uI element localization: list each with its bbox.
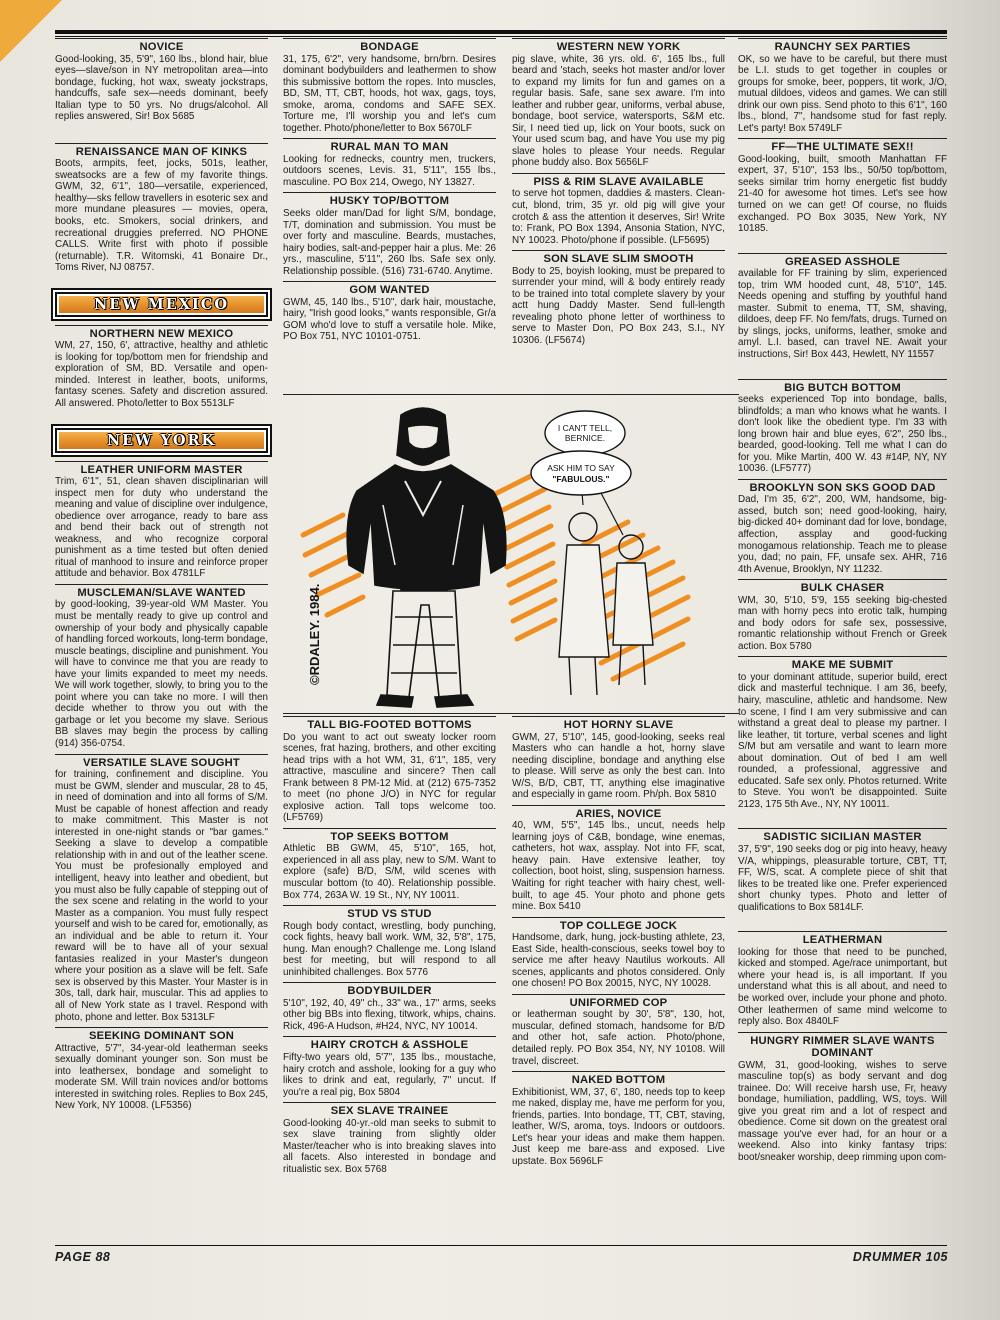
ad-title: HUSKY TOP/BOTTOM	[283, 192, 496, 208]
speech-bubbles	[531, 411, 631, 535]
classified-ad	[512, 1071, 725, 1167]
ad-body: Attractive, 5'7", 34-year-old leatherman seeks sexually dominant younger son. Son must be into leathersex, bondage and somelight to moderate SM. Will train novices and/or bottoms interested in switching roles. Replies to Box 245, New York, NY 10008. (LF5356)	[55, 1042, 268, 1112]
ad-title: TALL BIG-FOOTED BOTTOMS	[283, 716, 496, 732]
column-4	[738, 38, 947, 1168]
ad-title: MAKE ME SUBMIT	[738, 656, 947, 672]
ad-title: SEEKING DOMINANT SON	[55, 1027, 268, 1043]
classified-ad	[738, 38, 947, 134]
classified-ad	[283, 1036, 496, 1098]
state-name: NEW YORK	[106, 431, 217, 449]
ad-title: GOM WANTED	[283, 281, 496, 297]
ad-title: RENAISSANCE MAN OF KINKS	[55, 143, 268, 159]
ad-body: Athletic BB GWM, 45, 5'10", 165, hot, experienced in all ass play, new to S/M. Want to explore (safe) B/D, S/M, wild scenes with muscular bottom (to 40). Relationship possible. Box 774, 263A W. 19 St., NY, NY 10011.	[283, 843, 496, 901]
classified-ad	[283, 716, 496, 824]
ad-title: SADISTIC SICILIAN MASTER	[738, 828, 947, 844]
ad-body: Do you want to act out sweaty locker room scenes, frat hazing, brothers, and other exciting head trips with a hot WM, 31, 6'1", 185, very attractive, masculine and sincere? Then call Frank between 8 PM-12 Mid. at (212) 675-7352 to meet (no phone J/O) in NYC for regular explosive action. Tall tops welcome too. (LF5769)	[283, 731, 496, 824]
bottom-rule	[55, 1245, 947, 1246]
classified-ad	[55, 38, 268, 123]
ad-title: LEATHER UNIFORM MASTER	[55, 461, 268, 477]
column-3-top	[512, 38, 725, 388]
ad-body: Good-looking, built, smooth Manhattan FF expert, 37, 5'10", 153 lbs., 50/50 top/bottom, seeks similar trim horny energetic fist buddy 21-40 for awesome hot times. Let's see how turned on we can get! Of course, no fluids exchanged. PO Box 3035, New York, NY 10185.	[738, 153, 947, 235]
classified-ad	[55, 1027, 268, 1112]
speech-bubble-2	[531, 451, 631, 495]
ad-body: Good-looking 40-yr.-old man seeks to submit to sex slave training from slightly older Master/teacher who is into breaking slaves into all facets. Also interested in bondage and ritualistic sex. Box 5768	[283, 1117, 496, 1175]
classified-ad	[283, 1102, 496, 1175]
ad-title: MUSCLEMAN/SLAVE WANTED	[55, 584, 268, 600]
ad-body: OK, so we have to be careful, but there must be L.I. studs to get together in couples or groups for smoke, beer, poppers, tit work, J/O, mutual dildoes, videos and games. We can still drink our own piss. Send photo to this 6'1", 160 lbs., blond, 7", handsome stud for fast reply. Let's party! Box 5749LF	[738, 53, 947, 134]
classified-ad	[738, 1032, 947, 1164]
classified-ad	[283, 982, 496, 1032]
ad-title: BULK CHASER	[738, 579, 947, 595]
ad-title: BIG BUTCH BOTTOM	[738, 379, 947, 395]
magazine-issue: DRUMMER 105	[852, 1250, 948, 1264]
leatherman-figure	[347, 408, 506, 707]
ad-body: or leatherman sought by 30', 5'8", 130, hot, muscular, defined stomach, handsome for B/D and other hot, safe action. Photo/phone, detailed reply. PO Box 354, NY, NY 10108. Will travel, discreet.	[512, 1009, 725, 1067]
classified-ad	[738, 253, 947, 361]
ad-title: SEX SLAVE TRAINEE	[283, 1102, 496, 1118]
ad-body: for training, confinement and discipline. You must be GWM, slender and muscular, 28 to 45, in need of domination and into all forms of S/M. Must be capable of honest affection and ready to make commitment. This Master is not interested in one-night stands or "bar games." Seeking a slave to develop a compatible relationship with in and out of the leather scene. You must be profesionally employed and intelligent, heavy into leather and obedient, but you must also be fully capable of stepping out of the sex scene and relating in the world to your Master as a companion. You must fully respect yourself and wish to be cared for, emotionally, as an individual and be able to return it. Your reward will be to have all of your sexual fantasies realized in your Master's dungeon where your position as a slave will be felt. Safe sex is observed by this Master. Your Master is in 30s, tall, dark hair, muscular. This ad applies to all of New York state as I travel. Respond with photo, phone and letter. Box 5313LF	[55, 769, 268, 1023]
classified-ad	[738, 828, 947, 913]
ad-title: PISS & RIM SLAVE AVAILABLE	[512, 173, 725, 189]
artist-signature: ©RDALEY. 1984.	[307, 583, 322, 685]
ad-title: UNIFORMED COP	[512, 994, 725, 1010]
ad-body: Good-looking, 35, 5'9", 160 lbs., blond hair, blue eyes—slave/son in NY metropolitan area—into bondage, fucking, hot wax, sweaty jockstraps, handcuffs, safe sex—needs dominant, beefy Italian type to 50 yrs. No drugs/alcohol. All replies answered, Sir! Box 5685	[55, 53, 268, 123]
ad-title: WESTERN NEW YORK	[512, 38, 725, 54]
classified-ad	[738, 931, 947, 1027]
state-name: NEW MEXICO	[94, 295, 229, 313]
classified-ad	[283, 281, 496, 343]
classified-ad	[512, 173, 725, 246]
ad-body: Handsome, dark, hung, jock-busting athlete, 23, East Side, health-conscious, seeks towel boy to service me after heavy Nautilus workouts. All scenes, applicants and photos considered. Only one chosen! PO Box 20015, NYC, NY 10028.	[512, 932, 725, 990]
ad-body: seeks experienced Top into bondage, balls, blindfolds; a man who knows what he wants. I don't look like the obedient type. I'm 33 with long brown hair and blue eyes, 6'2", 250 lbs., bearded, good-looking. Tell me what I can do for you. Mike Martin, 400 W. 43 #14P, NY, NY 10036. (LF5777)	[738, 394, 947, 475]
ad-body: by good-looking, 39-year-old WM Master. You must be mentally ready to give up control and ownership of your body and physically capable of handling forced workouts, long-term bondage, muscle beatings, discipline and punishment. You will have to convince me that you are ready to have your limits expanded to meet my needs. We will work together, slowly, to bring you to the point where you can take no more. I will then decide whether to throw you out with the garbage or let you become my slave. Serious BB slaves may begin the process by calling (914) 356-0754.	[55, 599, 268, 750]
ad-body: GWM, 31, good-looking, wishes to serve masculine top(s) as body servant and dog trainee. Do: Will receive harsh use, Fr, heavy bondage, humiliation, paddling, WS, toys. Will give you great rim and a lot of respect and obedience. Come sit down on the greatest oral massage you've ever had, for an hour or a weekend. Also into kinky fantasy trips: boot/sneaker worship, deep rimming upon com-	[738, 1059, 947, 1163]
ad-body: Body to 25, boyish looking, must be prepared to surrender your mind, will & body entirely ready to be trained into total complete slavery by your actt hung Daddy Master. Send full-length revealing photo phone letter of worthiness to serve to Master Don, PO Box 243, S.I., NY 10306. (LF5674)	[512, 265, 725, 346]
ad-title: STUD VS STUD	[283, 905, 496, 921]
bubble-2-line-2: "FABULOUS."	[552, 474, 610, 484]
classified-ad	[512, 917, 725, 990]
ad-body: 40, WM, 5'5", 145 lbs., uncut, needs help learning joys of C&B, bondage, wine enemas, catheters, hot wax, assplay. Not into FF, scat, heavy pain. Have extensive leather, toy collection, boot hoist, sling, suspension harness. Waiting for right teacher with hairy chest, well-built, to age 45. Your photo and phone gets mine. Box 5410	[512, 820, 725, 913]
state-banner-new-york	[55, 428, 268, 453]
ad-body: to serve hot topmen, daddies & masters. Clean-cut, blond, trim, 35 yr. old pig will give your crotch & ass the attention it deserves, Sir! Write to: Frank, PO Box 1394, Ansonia Station, NYC, NY 10023. Photo/phone if possible. (LF5695)	[512, 188, 725, 246]
bubble-2-line-1: ASK HIM TO SAY	[547, 463, 615, 473]
classified-ad	[283, 828, 496, 901]
classified-ad	[512, 805, 725, 913]
ad-body: 31, 175, 6'2", very handsome, brn/brn. Desires dominant bodybuilders and leathermen to show this submissive bottom the ropes. Into muscles, BD, SM, TT, CBT, hoods, hot wax, gags, toys, smoke, aroma, condoms and SAFE SEX. Torture me, I'll worship you and let's cum together. Photo/phone/letter to Box 5670LF	[283, 53, 496, 134]
ad-body: Seeks older man/Dad for light S/M, bondage, T/T, domination and submission. You must be over forty and masculine. Beards, mustaches, hairy bodies, salt-and-pepper hair a plus. Me: 26 yrs., masculine, 5'11", 260 lbs. Safe sex only. Relationship possible. (516) 731-6740. Anytime.	[283, 207, 496, 277]
ad-title: HAIRY CROTCH & ASSHOLE	[283, 1036, 496, 1052]
ad-title: NAKED BOTTOM	[512, 1071, 725, 1087]
column-2-top	[283, 38, 496, 388]
ad-title: ARIES, NOVICE	[512, 805, 725, 821]
classified-ad	[738, 656, 947, 810]
ad-title: BONDAGE	[283, 38, 496, 54]
classified-ad	[55, 584, 268, 750]
ad-title: LEATHERMAN	[738, 931, 947, 947]
ad-body: available for FF training by slim, experienced top, trim WM hooded cunt, 48, 5'10", 145. Needs opening and stuffing by youthful hand master. Submit to enema, TT, SM, shaving, dildoes, deep FF. No fem/fats, drugs. Turned on by slings, jocks, uniforms, leather, smoke and amyl. L.I. based, can travel NE. Await your instructions, Sir! Box 443, Hewlett, NY 11557	[738, 268, 947, 360]
ad-title: TOP SEEKS BOTTOM	[283, 828, 496, 844]
ad-body: WM, 27, 150, 6', attractive, healthy and athletic is looking for top/bottom men for friendship and exploration of SM, BD. Versatile and open-minded. Interest in leather, boots, uniforms, fantasy scenes. Safety and discretion assured. All answered. Photo/letter to Box 5513LF	[55, 340, 268, 409]
ad-body: 5'10", 192, 40, 49" ch., 33" wa., 17" arms, seeks other big BBs into flexing, titwork, whips, chains. Rick, 496-A Hudson, #H24, NYC, NY 10014.	[283, 997, 496, 1032]
ad-title: BROOKLYN SON SKS GOOD DAD	[738, 479, 947, 495]
classified-ad	[283, 905, 496, 978]
classified-ad	[283, 138, 496, 188]
state-banner-new-mexico	[55, 292, 268, 317]
ad-title: HUNGRY RIMMER SLAVE WANTS DOMINANT	[738, 1032, 947, 1060]
ad-title: GREASED ASSHOLE	[738, 253, 947, 269]
classified-ad	[512, 994, 725, 1067]
classified-ad	[55, 754, 268, 1024]
ad-title: BODYBUILDER	[283, 982, 496, 998]
page-corner-tab	[0, 0, 62, 62]
ad-body: Dad, I'm 35, 6'2", 200, WM, handsome, big-assed, butch son; need good-looking, hairy, big-dicked 40+ dominant dad for love, bondage, affection, assplay and good-fucking monogamous relationship. Teach me to please you, dad; no pain, FF, unsafe sex. AHR, 716 4th Avenue, Brooklyn, NY 11232.	[738, 494, 947, 575]
ad-title: SON SLAVE SLIM SMOOTH	[512, 250, 725, 266]
ad-title: RAUNCHY SEX PARTIES	[738, 38, 947, 54]
ad-body: to your dominant attitude, superior build, erect dick and masterful technique. I am 36, beefy, hairy, masculine, athletic and handsome. New to scene, I find I am very submissive and can withstand a great deal to please my partner. I like leather, tit torture, verbal scenes and light S/M but am versatile and want to learn more about domination. Out of bed I am well rounded, a professional, aggressive and educated. Safe sex only. Photos returned. Write to Steve. You won't be disappointed. Suite 2123, 175 5th Ave., NY, NY 10011.	[738, 671, 947, 810]
ad-body: 37, 5'9", 190 seeks dog or pig into heavy, heavy V/A, whippings, pleasurable torture, CBT, TT, FF, W/S, scat. A complete piece of shit that likes to be treated like one. Prefer experienced short chunky types. Photo and letter of qualifications to Box 5814LF.	[738, 843, 947, 913]
classified-ad	[55, 143, 268, 274]
classified-ad	[738, 138, 947, 234]
cartoon-illustration	[283, 394, 739, 714]
ad-body: GWM, 27, 5'10", 145, good-looking, seeks real Masters who can handle a hot, horny slave needing discipline, bondage and anything else to please. Will serve as only the best can. Into W/S, B/D, CBT, TT, anything else imaginative and especially in game room. Ph/ph. Box 5810	[512, 731, 725, 801]
classified-ad	[55, 325, 268, 410]
ad-body: pig slave, white, 36 yrs. old. 6', 165 lbs., full beard and 'stach, seeks hot master and/or lover to expand my limits for fun and games on a regular basis. Safe, sane sex aware. I'm into leather and rubber gear, uniforms, verbal abuse, bondage, boot service, watersports, S&M etc. Sir, I need tied up, lick on Your boots, suck on Your used scum bag, and have You use my pig slave holes to please Your needs. Regular phone buddy also. Box 5656LF	[512, 53, 725, 169]
ad-body: Trim, 6'1", 51, clean shaven disciplinarian will inspect men for duty who understand the meaning and value of discipline over indulgence, obedience over arrogance, ready to bare ass and bend their back out of strength not weakness, and who recognize corporal punishment as a time tested but often denied ritual of manhood to insure and reinforce proper attitude and behavior. Box 4781LF	[55, 476, 269, 580]
classified-ad	[738, 479, 947, 575]
classified-ad	[55, 461, 268, 580]
ad-body: GWM, 45, 140 lbs., 5'10", dark hair, moustache, hairy, "Irish good looks," wants responsible, Gr/a GOM who'd love to stuff a versatile hole. Mike, PO Box 751, NYC 10101-0751.	[283, 296, 496, 343]
ad-title: TOP COLLEGE JOCK	[512, 917, 725, 933]
ad-body: Rough body contact, wrestling, body punching, cock fights, heavy ball work. WM, 32, 5'8", 175, hung. Man enough? Challenge me. Long Island best for meeting, but will respond to all uninhibited challenges. Box 5776	[283, 920, 496, 978]
ad-title: FF—THE ULTIMATE SEX!!	[738, 138, 947, 154]
top-rule	[55, 30, 947, 37]
ad-body: WM, 30, 5'10, 5'9, 155 seeking big-chested man with horny pecs into erotic talk, humping and body odors for safe sex, possessive, romantic relationship without French or Greek action. Box 5780	[738, 594, 947, 652]
ad-body: Looking for rednecks, country men, truckers, outdoors scenes, Levis. 31, 5'11", 155 lbs., masculine. PO Box 214, Owego, NY 13827.	[283, 153, 496, 188]
column-3-bottom	[512, 716, 725, 1171]
classified-ad	[283, 192, 496, 277]
bubble-1-line-1: I CAN'T TELL,	[557, 423, 613, 433]
ad-title: RURAL MAN TO MAN	[283, 138, 496, 154]
bubble-1-line-2: BERNICE.	[564, 433, 606, 443]
column-1	[55, 38, 268, 1116]
ad-title: HOT HORNY SLAVE	[512, 716, 725, 732]
ad-title: VERSATILE SLAVE SOUGHT	[55, 754, 268, 770]
classified-ad	[738, 379, 947, 475]
ad-title: NOVICE	[55, 38, 268, 54]
ad-body: Exhibitionist, WM, 37, 6', 180, needs top to keep me naked, display me, have me perform for you, friends, parties. Into bondage, TT, CBT, staving, leather, W/S, aroma, toys. Indoors or outdoors. Let's hear your ideas and make them happen. Just keep me bare-ass and exposed. Live upstate. Box 5696LF	[512, 1086, 725, 1167]
classified-ad	[512, 716, 725, 801]
cartoon-drawing	[283, 395, 739, 713]
ad-body: Fifty-two years old, 5'7", 135 lbs., moustache, hairy crotch and asshole, looking for a guy who likes to drink and eat, regularly, 7" uncut. If you're a real pig, Box 5804	[283, 1051, 496, 1098]
ad-title: NORTHERN NEW MEXICO	[55, 325, 268, 341]
ad-body: looking for those that need to be punched, kicked and stomped. Age/race unimportant, but where your head is, is all important. If you understand what this is all about, and need to be worked over, include your phone and photo. Other leathermen of same mind welcome to reply also. Box 4840LF	[738, 946, 947, 1028]
classified-ad	[738, 579, 947, 652]
classified-ad	[283, 38, 496, 134]
page-number: PAGE 88	[55, 1250, 111, 1264]
classified-ad	[512, 38, 725, 169]
column-2-bottom	[283, 716, 496, 1179]
ad-body: Boots, armpits, feet, jocks, 501s, leather, sweatsocks are a few of my favorite things. GWM, 32, 6'1", 180—versatile, experienced, healthy—sks fellow travellers in esoteric sex and more mundane pleasures — movies, opera, books, etc. Smokers, social drinkers, and recreational druggies preferred. NO PHONE CALLS. Write first with photo if possible (returnable). T.R. Witomski, 41 Bonaire Dr., Toms River, NJ 08757.	[55, 158, 268, 274]
classified-ad	[512, 250, 725, 346]
